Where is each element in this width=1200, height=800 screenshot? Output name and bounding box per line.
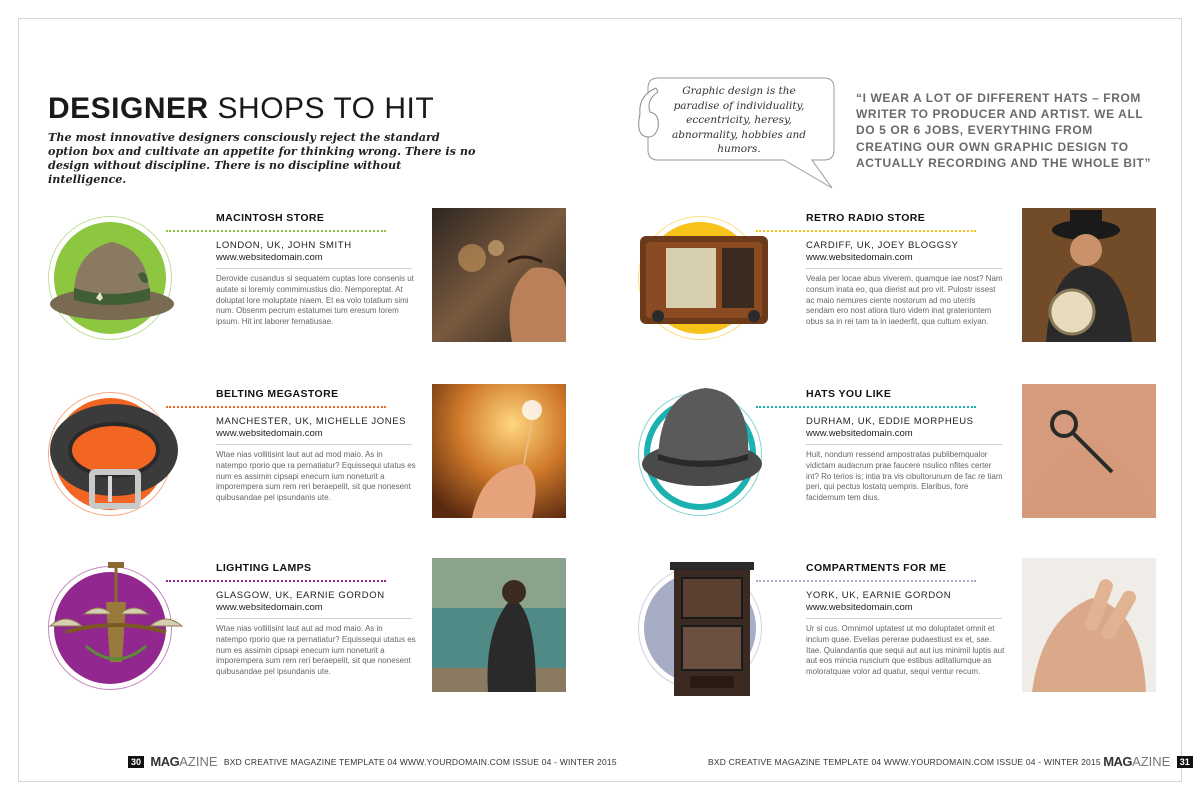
store-location: GLASGOW, UK, EARNIE GORDON: [216, 590, 385, 601]
store-description: Wtae nias vollitisint laut aut ad mod maio. As in natempo rporio que ra pernatiatur? Equissequi utatus es num es assimin cipsapi enecum ium noneturit a imporempera sum rem reri beraepelit, sit que nonesent quibusandae pel ipsundanis ute.: [216, 624, 416, 677]
footer-info: BXD CREATIVE MAGAZINE TEMPLATE 04 WWW.YOURDOMAIN.COM ISSUE 04 - WINTER 2015: [708, 756, 1101, 767]
belt-icon: [46, 388, 186, 528]
woman-glasses-photo: [432, 208, 566, 342]
pull-quote: “I WEAR A LOT OF DIFFERENT HATS – FROM WRITER TO PRODUCER AND ARTIST. WE ALL DO 5 OR 6 JOBS, EVERYTHING FROM CREATING OUR OWN GRAPHIC DESIGN TO ACTUALLY RECORDING AND THE WHOLE BIT”: [856, 91, 1152, 170]
scissors-hands-photo: [1022, 384, 1156, 518]
store-url[interactable]: www.websitedomain.com: [216, 602, 323, 613]
store-description: Derovide cusandus si sequatem cuptas lore consenis ut autate si loremiy commimustius dio. Nemporeptat. At doluptat lore moluptate niaem. Et ea volo totatium simi num. Obsenm pecrum estatumei tum eresum lorem ipsum. Hit int laborer fernatiusae.: [216, 274, 414, 327]
store-url[interactable]: www.websitedomain.com: [216, 428, 323, 439]
store-url[interactable]: www.websitedomain.com: [806, 252, 913, 263]
banjo-player-photo: [1022, 208, 1156, 342]
store-name: BELTING MEGASTORE: [216, 388, 339, 400]
brand-logo: MAGAZINE: [150, 754, 218, 769]
store-card-compartments: [636, 562, 1166, 702]
dandelion-photo: [432, 384, 566, 518]
store-location: YORK, UK, EARNIE GORDON: [806, 590, 952, 601]
store-url[interactable]: www.websitedomain.com: [806, 428, 913, 439]
store-card-macintosh: [46, 212, 576, 352]
page-number-right: 31: [1177, 756, 1193, 768]
brand-logo: MAGAZINE: [1103, 754, 1171, 769]
hands-gesture-photo: [1022, 558, 1156, 692]
felt-hat-icon: [46, 212, 186, 352]
radio-icon: [636, 212, 776, 352]
store-card-belting: [46, 388, 576, 528]
store-description: Veala per locae abus viverem, quamque iae nost? Nam consum inata eo, qua dierist aut pro vit. Pulostr issest ac maio nemures ciente nostorum ad mo uterris sendam ero nost atiora tiuro videm inat grateriontem obus sa in rei tam ta in iaederfit, qua cultum exiyan.: [806, 274, 1003, 327]
stove-icon: [636, 562, 776, 702]
title-bold: DESIGNER: [48, 92, 209, 125]
lake-woman-photo: [432, 558, 566, 692]
store-description: Huit, nondum ressend ampostratas publibemqualor vidictam audacrum prae faucere nsulico nfites certer int? Ro terios is; intia tra vis cibultorunum de fac re tiam peri, qui pectus lostatq uempris. Elaribus, fore facidemum tem dius.: [806, 450, 1003, 503]
footer-info: BXD CREATIVE MAGAZINE TEMPLATE 04 WWW.YOURDOMAIN.COM ISSUE 04 - WINTER 2015: [223, 756, 617, 767]
store-card-hats: [636, 388, 1166, 528]
store-description: Ur si cus. Omnimol uptatest ut mo doluptatet omnit et incium quae. Evelias pererae pudaestiust ex et, sae. Itae. Quiandantia que sequi aut aut ius minimil luptis aut aut eos mincia nuscium que estibus aditatiumque as moloratquae volor ad quatur, sequi ventur recum.: [806, 624, 1005, 677]
store-card-retro-radio: [636, 212, 1166, 352]
chandelier-icon: [46, 562, 186, 702]
bowler-hat-icon: [636, 388, 776, 528]
title-light: SHOPS TO HIT: [208, 92, 435, 125]
footer-right: [704, 754, 1197, 769]
page-title: [48, 92, 434, 126]
footer-left: [124, 754, 617, 769]
store-name: RETRO RADIO STORE: [806, 212, 926, 224]
store-name: HATS YOU LIKE: [806, 388, 892, 400]
store-location: LONDON, UK, JOHN SMITH: [216, 240, 352, 251]
page-number-left: 30: [128, 756, 144, 768]
store-location: CARDIFF, UK, JOEY BLOGGSY: [806, 240, 959, 251]
intro-paragraph: The most innovative designers consciously reject the standard option box and cultivate an appetite for thinking wrong. There is no design without discipline. There is no discipline without intelligence.: [48, 130, 476, 186]
store-card-lighting: [46, 562, 576, 702]
store-name: MACINTOSH STORE: [216, 212, 325, 224]
store-url[interactable]: www.websitedomain.com: [216, 252, 323, 263]
bubble-quote: Graphic design is the paradise of individuality, eccentricity, heresy, abnormality, hobbies and humors.: [671, 85, 807, 155]
store-location: MANCHESTER, UK, MICHELLE JONES: [216, 416, 407, 427]
store-description: Wtae nias vollitisint laut aut ad mod maio. As in natempo rporio que ra pernatiatur? Equissequi utatus es num es assimin cipsapi enecum ium noneturit a imporempera sum rem reri beraepelit, sit que nonesent quibusandae pel ipsundanis ute.: [216, 450, 416, 503]
store-url[interactable]: www.websitedomain.com: [806, 602, 913, 613]
store-name: LIGHTING LAMPS: [216, 562, 312, 574]
store-name: COMPARTMENTS FOR ME: [806, 562, 947, 574]
store-location: DURHAM, UK, EDDIE MORPHEUS: [806, 416, 974, 427]
